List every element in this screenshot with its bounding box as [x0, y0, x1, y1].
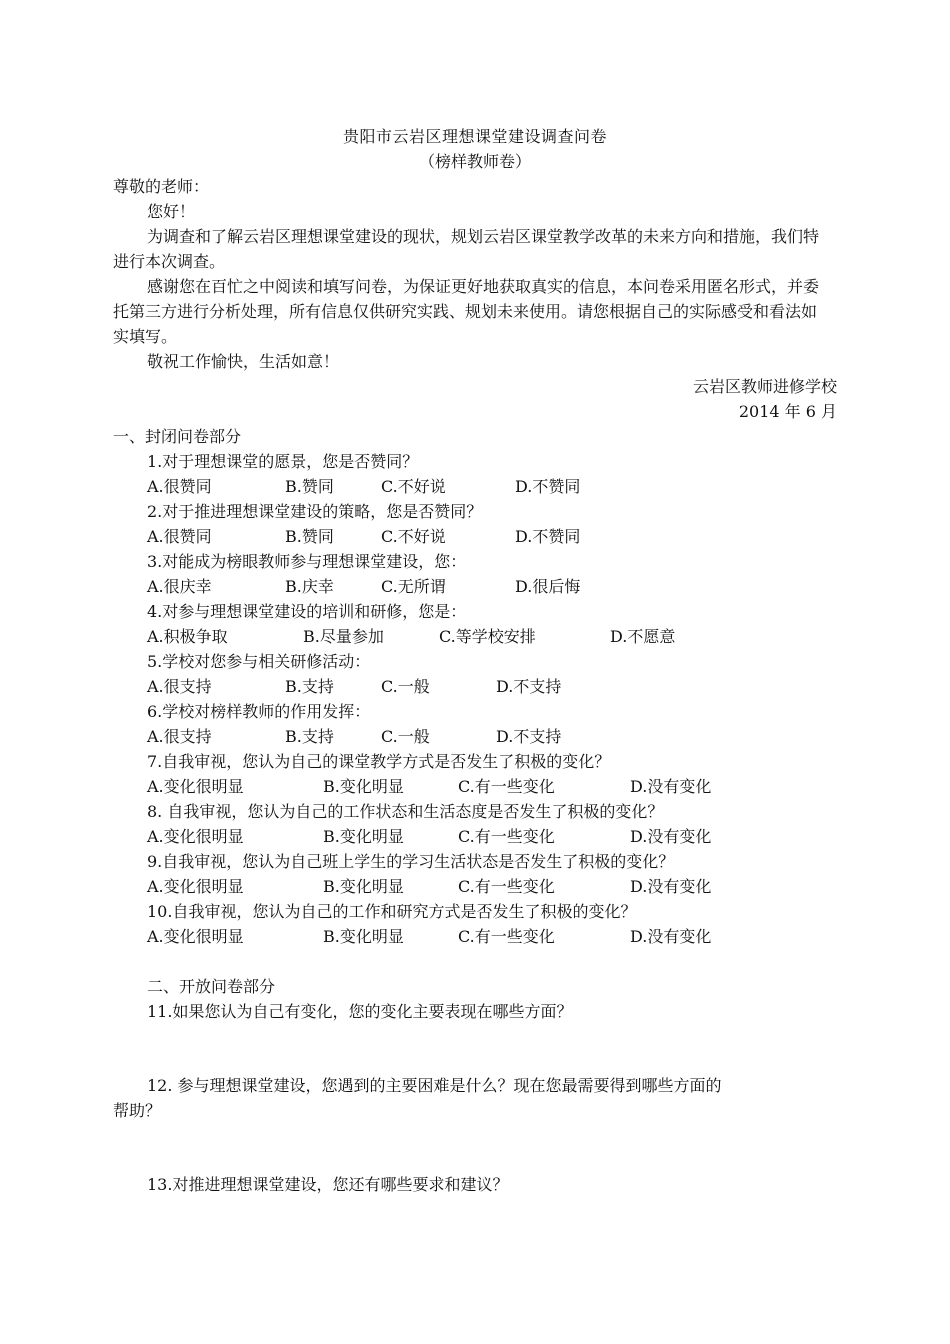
option-10a: A.变化很明显: [147, 927, 244, 946]
option-7a: A.变化很明显: [147, 777, 244, 796]
option-8b: B.变化明显: [323, 827, 404, 846]
option-6d: D.不支持: [496, 727, 562, 746]
option-7d: D.没有变化: [630, 777, 712, 796]
option-10b: B.变化明显: [323, 927, 404, 946]
hello-line: 您好！: [147, 202, 196, 221]
question-3: 3.对能成为榜眼教师参与理想课堂建设，您：: [147, 552, 467, 571]
option-2a: A.很赞同: [147, 527, 212, 546]
question-12-line-1: 12. 参与理想课堂建设，您遇到的主要困难是什么？现在您最需要得到哪些方面的: [147, 1076, 722, 1095]
wishes-line: 敬祝工作愉快，生活如意！: [147, 352, 340, 371]
question-11: 11.如果您认为自己有变化，您的变化主要表现在哪些方面？: [147, 1002, 573, 1021]
document-subtitle: （榜样教师卷）: [418, 152, 531, 171]
option-9b: B.变化明显: [323, 877, 404, 896]
option-1a: A.很赞同: [147, 477, 212, 496]
section-open-heading: 二、开放问卷部分: [147, 977, 276, 996]
option-3a: A.很庆幸: [147, 577, 212, 596]
option-1b: B.赞同: [285, 477, 334, 496]
option-5a: A.很支持: [147, 677, 212, 696]
option-6a: A.很支持: [147, 727, 212, 746]
question-4: 4.对参与理想课堂建设的培训和研修，您是：: [147, 602, 467, 621]
signature: 云岩区教师进修学校: [692, 377, 837, 396]
option-9d: D.没有变化: [630, 877, 712, 896]
intro-paragraph-2-line-1: 感谢您在百忙之中阅读和填写问卷，为保证更好地获取真实的信息，本问卷采用匿名形式，并委: [147, 277, 820, 296]
option-8c: C.有一些变化: [458, 827, 555, 846]
option-6c: C.一般: [381, 727, 430, 746]
question-13: 13.对推进理想课堂建设，您还有哪些要求和建议？: [147, 1175, 509, 1194]
option-1d: D.不赞同: [515, 477, 581, 496]
option-10d: D.没有变化: [630, 927, 712, 946]
option-4b: B.尽量参加: [303, 627, 384, 646]
question-7: 7.自我审视，您认为自己的课堂教学方式是否发生了积极的变化？: [147, 752, 611, 771]
question-12-line-2: 帮助？: [113, 1101, 162, 1120]
option-2d: D.不赞同: [515, 527, 581, 546]
option-3b: B.庆幸: [285, 577, 334, 596]
option-4c: C.等学校安排: [439, 627, 536, 646]
option-5b: B.支持: [285, 677, 334, 696]
question-6: 6.学校对榜样教师的作用发挥：: [147, 702, 371, 721]
intro-paragraph-2-line-3: 实填写。: [113, 327, 178, 346]
option-8d: D.没有变化: [630, 827, 712, 846]
option-1c: C.不好说: [381, 477, 446, 496]
question-10: 10.自我审视，您认为自己的工作和研究方式是否发生了积极的变化？: [147, 902, 637, 921]
option-6b: B.支持: [285, 727, 334, 746]
option-2c: C.不好说: [381, 527, 446, 546]
question-1: 1.对于理想课堂的愿景，您是否赞同？: [147, 452, 419, 471]
section-closed-heading: 一、封闭问卷部分: [113, 427, 242, 446]
option-5c: C.一般: [381, 677, 430, 696]
option-7c: C.有一些变化: [458, 777, 555, 796]
option-9a: A.变化很明显: [147, 877, 244, 896]
intro-paragraph-1-line-1: 为调查和了解云岩区理想课堂建设的现状，规划云岩区课堂教学改革的未来方向和措施，我们特: [147, 227, 820, 246]
intro-paragraph-1-line-2: 进行本次调查。: [113, 252, 226, 271]
question-2: 2.对于推进理想课堂建设的策略，您是否赞同？: [147, 502, 483, 521]
option-8a: A.变化很明显: [147, 827, 244, 846]
intro-paragraph-2-line-2: 托第三方进行分析处理，所有信息仅供研究实践、规划未来使用。请您根据自己的实际感受和看法如: [113, 302, 818, 321]
salutation: 尊敬的老师：: [113, 177, 210, 196]
question-5: 5.学校对您参与相关研修活动：: [147, 652, 371, 671]
option-4d: D.不愿意: [610, 627, 676, 646]
option-5d: D.不支持: [496, 677, 562, 696]
option-2b: B.赞同: [285, 527, 334, 546]
date: 2014 年 6 月: [738, 402, 837, 421]
question-8: 8. 自我审视，您认为自己的工作状态和生活态度是否发生了积极的变化？: [147, 802, 664, 821]
option-3c: C.无所谓: [381, 577, 446, 596]
option-9c: C.有一些变化: [458, 877, 555, 896]
option-4a: A.积极争取: [147, 627, 228, 646]
option-3d: D.很后悔: [515, 577, 581, 596]
option-7b: B.变化明显: [323, 777, 404, 796]
option-10c: C.有一些变化: [458, 927, 555, 946]
question-9: 9.自我审视，您认为自己班上学生的学习生活状态是否发生了积极的变化？: [147, 852, 675, 871]
document-title: 贵阳市云岩区理想课堂建设调查问卷: [342, 127, 607, 146]
